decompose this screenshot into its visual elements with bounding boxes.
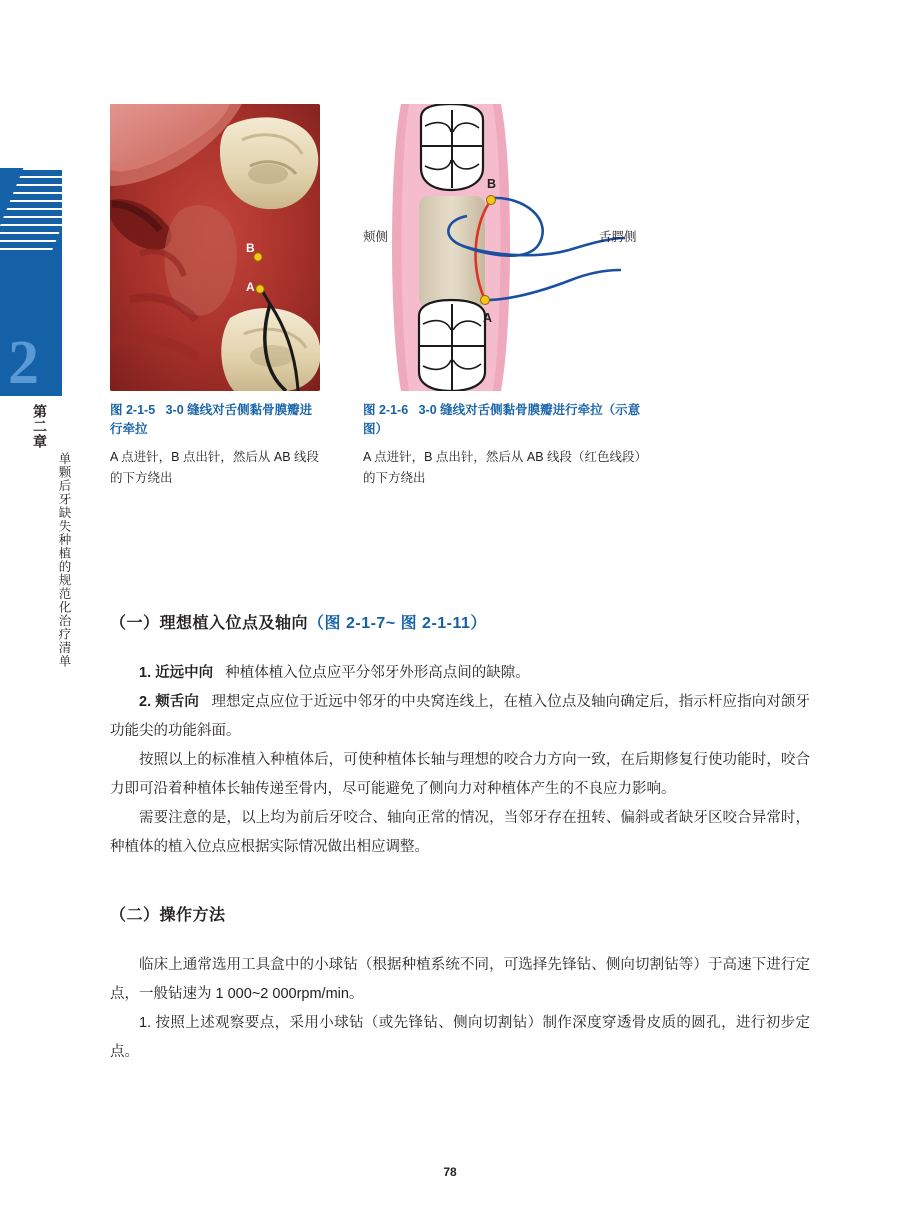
list-item-2-text: 理想定点应位于近远中邻牙的中央窝连线上，在植入位点及轴向确定后，指示杆应指向对颌牙功能尖的功能斜面。 — [110, 694, 811, 739]
figure-2-1-5-title: 3-0 缝线对舌侧黏骨膜瓣进行牵拉 — [110, 403, 313, 436]
figure-2-1-6-title: 3-0 缝线对舌侧黏骨膜瓣进行牵拉（示意图） — [363, 403, 641, 436]
clinical-photo — [110, 104, 320, 391]
section-heading-2: （二）操作方法 — [110, 907, 226, 924]
section-1-title: （一）理想植入位点及轴向 — [110, 615, 309, 632]
figure-2-1-6 — [363, 104, 653, 490]
svg-text:B: B — [487, 177, 497, 191]
figure-2-1-5-caption — [110, 401, 320, 439]
chapter-subtitle: 单颗后牙缺失种植的规范化治疗清单 — [57, 452, 71, 668]
list-item-1 — [110, 659, 810, 688]
svg-text:B: B — [246, 241, 255, 255]
figure-block — [110, 104, 810, 490]
clinical-photo-graphic — [110, 104, 320, 391]
chapter-label: 第二章 — [32, 404, 48, 449]
page-number: 78 — [443, 1165, 457, 1179]
svg-text:舌腭侧: 舌腭侧 — [599, 230, 637, 244]
section-1-figure-ref: （图 2-1-7~ 图 2-1-11） — [308, 615, 487, 632]
schematic-graphic — [363, 104, 653, 391]
schematic-illustration — [363, 104, 653, 391]
section-heading-1 — [110, 610, 810, 633]
chapter-tab — [0, 168, 62, 396]
figure-2-1-6-description: A 点进针，B 点出针，然后从 AB 线段（红色线段）的下方绕出 — [363, 449, 648, 486]
figure-2-1-5-description: A 点进针，B 点出针，然后从 AB 线段的下方绕出 — [110, 449, 320, 486]
list-item-2-label: 2. 颊舌向 — [139, 694, 200, 710]
paragraph-3: 临床上通常选用工具盒中的小球钻（根据种植系统不同，可选择先锋钻、侧向切割钻等）于高速下进行定点，一般钻速为 1 000~2 000rpm/min。 — [110, 957, 810, 1002]
svg-text:A: A — [483, 311, 493, 325]
figure-2-1-6-caption — [363, 401, 653, 439]
list-item-1-label: 1. 近远中向 — [139, 665, 214, 681]
paragraph-1: 按照以上的标准植入种植体后，可使种植体长轴与理想的咬合力方向一致，在后期修复行使功能时，咬合力即可沿着种植体长轴传递至骨内，尽可能避免了侧向力对种植体产生的不良应力影响。 — [110, 752, 810, 797]
paragraph-4: 1. 按照上述观察要点，采用小球钻（或先锋钻、侧向切割钻）制作深度穿透骨皮质的圆孔，进行初步定点。 — [110, 1015, 810, 1060]
figure-2-1-5 — [110, 104, 320, 490]
list-item-1-text: 种植体植入位点应平分邻牙外形高点间的缺隙。 — [225, 665, 530, 681]
figure-2-1-5-number: 图 2-1-5 — [110, 403, 156, 417]
paragraph-2: 需要注意的是，以上均为前后牙咬合、轴向正常的情况，当邻牙存在扭转、偏斜或者缺牙区咬合异常时，种植体的植入位点应根据实际情况做出相应调整。 — [110, 810, 810, 855]
figure-2-1-6-number: 图 2-1-6 — [363, 403, 409, 417]
chapter-number: 2 — [8, 329, 39, 396]
chapter-tab-stripes — [0, 168, 62, 254]
svg-text:A: A — [246, 280, 255, 294]
list-item-2 — [110, 688, 810, 746]
page-content — [110, 610, 810, 1067]
svg-text:颊侧: 颊侧 — [363, 230, 389, 244]
